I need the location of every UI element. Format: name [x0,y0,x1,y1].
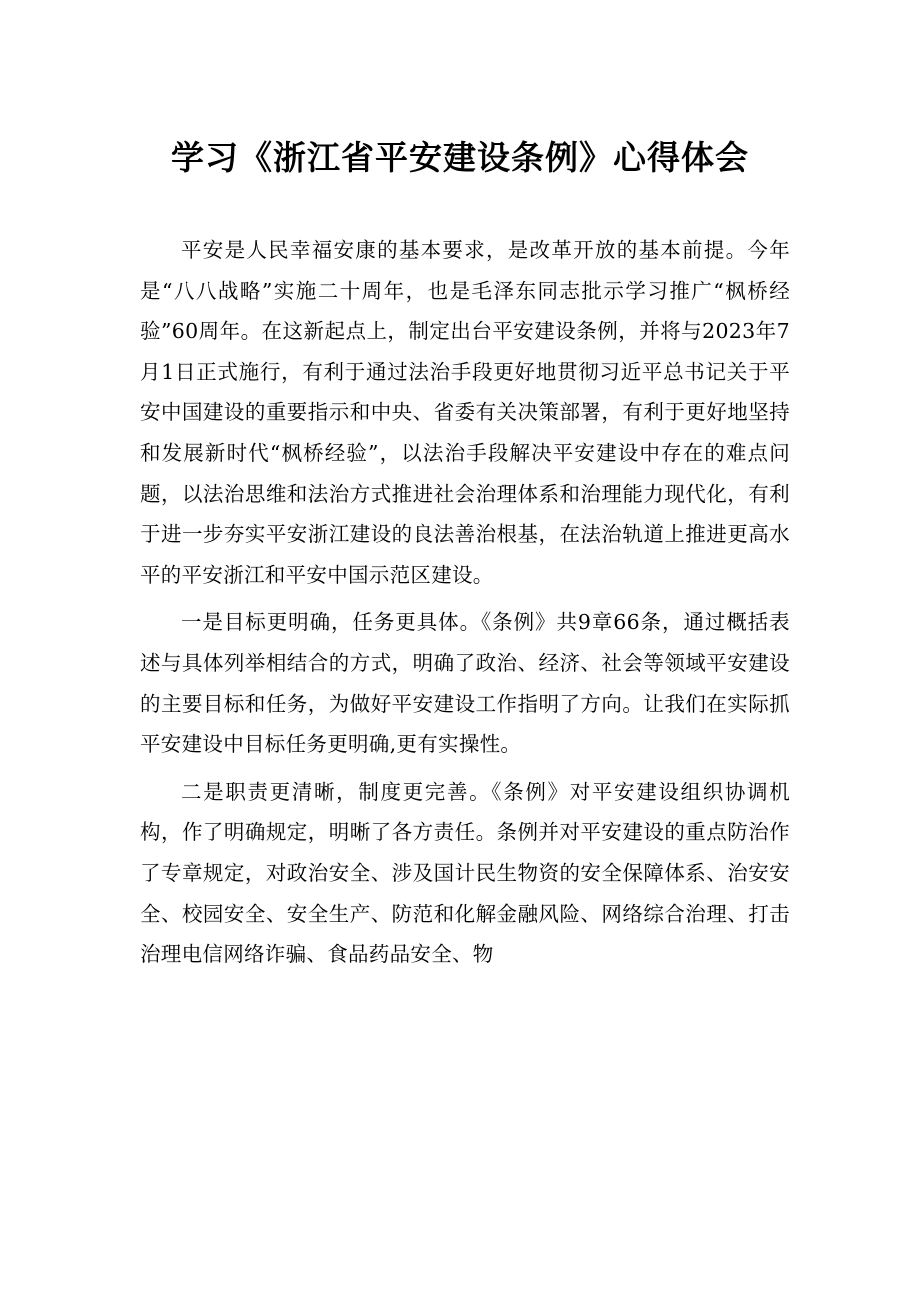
document-body [140,230,790,982]
paragraph-point-two: 二是职责更清晰，制度更完善。《条例》对平安建设组织协调机构，作了明确规定，明晰了各方责任。条例并对平安建设的重点防治作了专章规定，对政治安全、涉及国计民生物资的安全保障体系、治安安全、校园安全、安全生产、防范和化解金融风险、网络综合治理、打击治理电信网络诈骗、食品药品安全、物 [140,779,790,967]
paragraph-intro: 平安是人民幸福安康的基本要求，是改革开放的基本前提。今年是“八八战略”实施二十周年，也是毛泽东同志批示学习推广“枫桥经验”60周年。在这新起点上，制定出台平安建设条例，并将与2023年7月1日正式施行，有利于通过法治手段更好地贯彻习近平总书记关于平安中国建设的重要指示和中央、省委有关决策部署，有利于更好地坚持和发展新时代“枫桥经验”，以法治手段解决平安建设中存在的难点问题，以法治思维和法治方式推进社会治理体系和治理能力现代化，有利于进一步夯实平安浙江建设的良法善治根基，在法治轨道上推进更高水平的平安浙江和平安中国示范区建设。 [140,238,790,587]
paragraph-point-one: 一是目标更明确，任务更具体。《条例》共9章66条，通过概括表述与具体列举相结合的方式，明确了政治、经济、社会等领域平安建设的主要目标和任务，为做好平安建设工作指明了方向。让我们在实际抓平安建设中目标任务更明确,更有实操性。 [140,610,790,757]
document-title: 学习《浙江省平安建设条例》心得体会 [171,138,749,177]
